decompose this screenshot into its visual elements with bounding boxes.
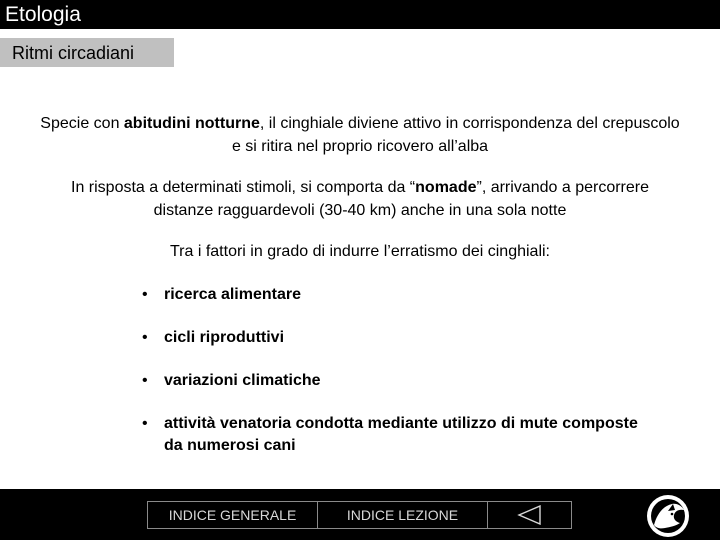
- paragraph-nocturnal-text-a: Specie con: [40, 115, 124, 132]
- list-item-text: variazioni climatiche: [164, 372, 321, 389]
- paragraph-nocturnal-emphasis: abitudini notturne: [123, 115, 260, 132]
- list-item-text: cicli riproduttivi: [164, 329, 285, 346]
- paragraph-nomad-emphasis: nomade: [415, 179, 477, 196]
- footer-navigation: [147, 501, 572, 529]
- section-tab: [0, 38, 174, 67]
- factor-list: [140, 284, 660, 457]
- general-index-button[interactable]: INDICE GENERALE: [148, 502, 318, 528]
- lesson-index-button[interactable]: INDICE LEZIONE: [318, 502, 488, 528]
- paragraph-nomad-text-c: ”, arrivando a percorrere distanze ragguardevoli (30-40 km) anche in una sola notte: [153, 179, 649, 219]
- list-item-text: attività venatoria condotta mediante utilizzo di mute composte da numerosi cani: [164, 415, 638, 454]
- bullet-dot: •: [142, 329, 148, 346]
- paragraph-nomad-text-a: In risposta a determinati stimoli, si comporta da “: [71, 179, 416, 196]
- list-item: [140, 284, 660, 306]
- list-item: [140, 413, 660, 457]
- app-title: Etologia: [5, 3, 81, 26]
- list-item-text: ricerca alimentare: [164, 286, 301, 303]
- title-bar: [0, 0, 720, 29]
- bullet-dot: •: [142, 286, 148, 303]
- boar-head-logo-icon: [646, 494, 690, 538]
- paragraph-nomad: [40, 176, 680, 222]
- bullet-dot: •: [142, 372, 148, 389]
- bullet-dot: •: [142, 415, 148, 432]
- paragraph-nocturnal-text-c: , il cinghiale diviene attivo in corrispondenza del crepuscolo e si ritira nel proprio ricovero all’alba: [231, 115, 680, 155]
- section-title: Ritmi circadiani: [12, 43, 135, 63]
- paragraph-nocturnal: [40, 112, 680, 158]
- paragraph-factors-intro: Tra i fattori in grado di indurre l’erratismo dei cinghiali:: [169, 243, 550, 260]
- back-button[interactable]: [488, 502, 571, 528]
- list-item: [140, 327, 660, 349]
- triangle-left-icon: [517, 505, 543, 525]
- list-item: [140, 370, 660, 392]
